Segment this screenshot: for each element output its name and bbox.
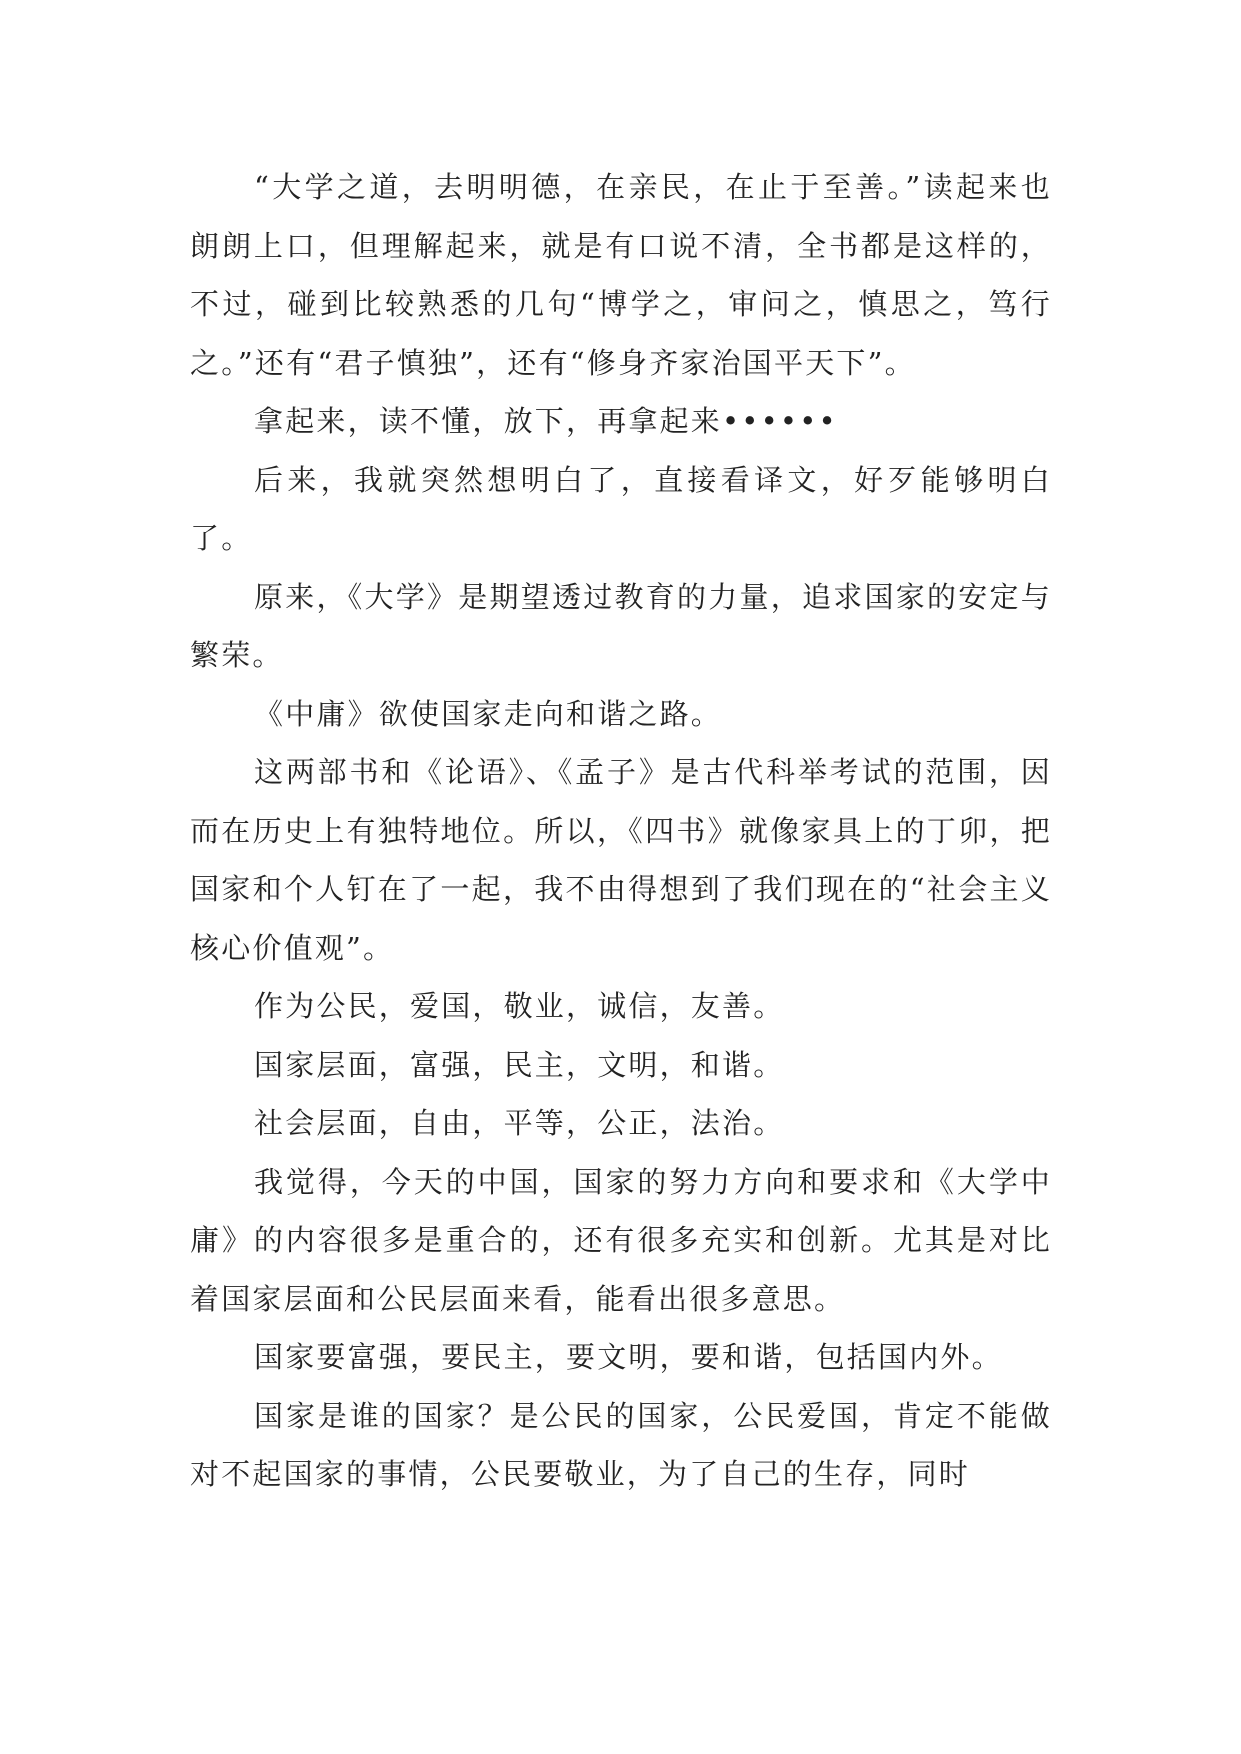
paragraph-1: “大学之道，去明明德，在亲民，在止于至善。”读起来也朗朗上口，但理解起来，就是有口说不清，全书都是这样的，不过，碰到比较熟悉的几句“博学之，审问之，慎思之，笃行之。”还有“君子慎独”，还有“修身齐家治国平天下”。 [190, 170, 1052, 380]
paragraph-11: 国家要富强，要民主，要文明，要和谐，包括国内外。 [254, 1340, 1003, 1374]
paragraph-7: 作为公民，爱国，敬业，诚信，友善。 [254, 989, 785, 1023]
paragraph-4: 原来，《大学》是期望透过教育的力量，追求国家的安定与繁荣。 [190, 579, 1052, 672]
paragraph-5: 《中庸》欲使国家走向和谐之路。 [254, 696, 723, 731]
paragraph-10: 我觉得，今天的中国，国家的努力方向和要求和《大学中庸》的内容很多是重合的，还有很多充实和创新。尤其是对比着国家层面和公民层面来看，能看出很多意思。 [190, 1164, 1052, 1316]
paragraph-8: 国家层面，富强，民主，文明，和谐。 [254, 1047, 785, 1082]
paragraph-6: 这两部书和《论语》、《孟子》是古代科举考试的范围，因而在历史上有独特地位。所以，《四书》就像家具上的丁卯，把国家和个人钉在了一起，我不由得想到了我们现在的“社会主义核心价值观”。 [190, 755, 1052, 965]
document-page [190, 158, 1052, 1504]
paragraph-12: 国家是谁的国家？是公民的国家，公民爱国，肯定不能做对不起国家的事情，公民要敬业，为了自己的生存，同时 [190, 1398, 1052, 1491]
paragraph-2: 拿起来，读不懂，放下，再拿起来•••••• [254, 404, 838, 438]
paragraph-9: 社会层面，自由，平等，公正，法治。 [254, 1106, 785, 1140]
paragraph-3: 后来，我就突然想明白了，直接看译文，好歹能够明白了。 [190, 462, 1052, 555]
